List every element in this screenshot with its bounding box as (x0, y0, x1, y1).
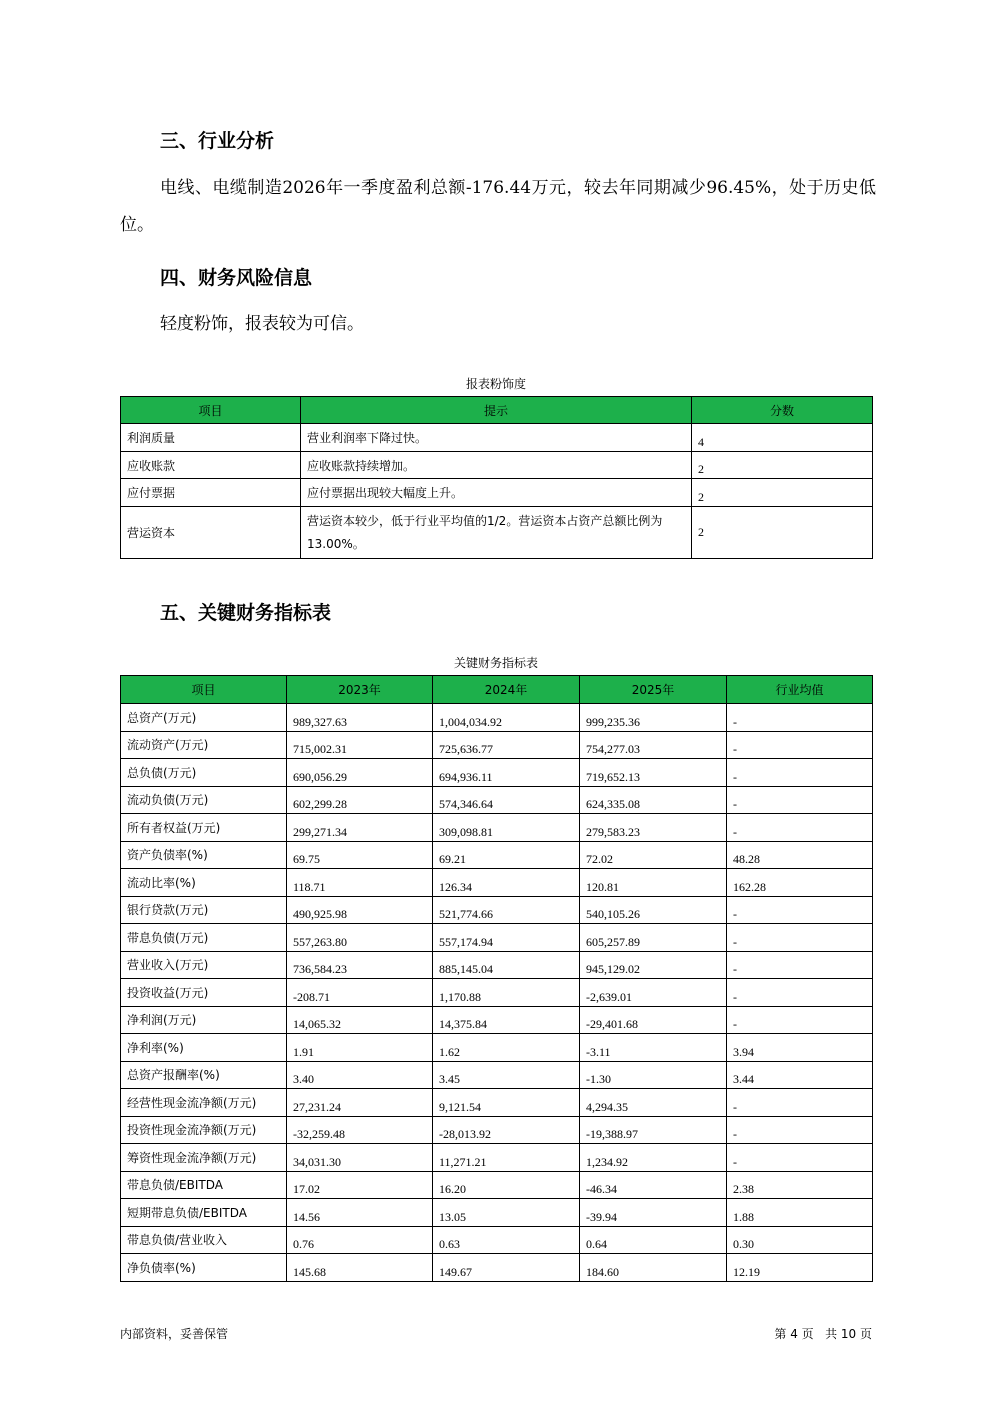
table-row (121, 1226, 873, 1254)
risk-table (120, 396, 873, 559)
indicator-2023: 299,271.34 (287, 814, 433, 842)
table-row (121, 786, 873, 814)
risk-hint: 营业利润率下降过快。 (301, 424, 692, 452)
indicator-2024: 3.45 (433, 1061, 580, 1089)
risk-item: 利润质量 (121, 424, 301, 452)
indicator-2025: 72.02 (580, 841, 727, 869)
indicator-2023: 690,056.29 (287, 759, 433, 787)
indicator-2023: 145.68 (287, 1254, 433, 1282)
table-row (121, 814, 873, 842)
indicator-2025: 4,294.35 (580, 1089, 727, 1117)
indicator-industry-avg: - (727, 979, 873, 1007)
indicator-item: 总资产(万元) (121, 704, 287, 732)
indicator-item: 营业收入(万元) (121, 951, 287, 979)
indicator-2025: 184.60 (580, 1254, 727, 1282)
indicator-2023: 14.56 (287, 1199, 433, 1227)
indicator-2024: 1,170.88 (433, 979, 580, 1007)
indicator-2025: -19,388.97 (580, 1116, 727, 1144)
indicator-2023: 557,263.80 (287, 924, 433, 952)
indicator-2025: -2,639.01 (580, 979, 727, 1007)
risk-hint: 应收账款持续增加。 (301, 452, 692, 479)
indicator-2024: 309,098.81 (433, 814, 580, 842)
indicator-2024: 694,936.11 (433, 759, 580, 787)
indicator-2025: -29,401.68 (580, 1006, 727, 1034)
section-5-heading: 五、关键财务指标表 (160, 602, 332, 624)
table-row (121, 841, 873, 869)
indicator-item: 带息负债(万元) (121, 924, 287, 952)
indicator-2025: 605,257.89 (580, 924, 727, 952)
table-row (121, 1254, 873, 1282)
indicator-2023: 27,231.24 (287, 1089, 433, 1117)
indicator-2023: 989,327.63 (287, 704, 433, 732)
indicator-2025: 0.64 (580, 1226, 727, 1254)
indicator-2025: 945,129.02 (580, 951, 727, 979)
indicator-2024: 126.34 (433, 869, 580, 897)
risk-item: 应付票据 (121, 479, 301, 507)
indicator-2024: 521,774.66 (433, 896, 580, 924)
indicator-item: 流动资产(万元) (121, 731, 287, 759)
indicator-2024: 1.62 (433, 1034, 580, 1062)
indicator-table-body (121, 704, 873, 1282)
indicator-2023: 34,031.30 (287, 1144, 433, 1172)
risk-hint: 营运资本较少，低于行业平均值的1/2。营运资本占资产总额比例为13.00%。 (301, 507, 692, 559)
footer-confidential-note: 内部资料，妥善保管 (120, 1327, 229, 1341)
indicator-item: 净利率(%) (121, 1034, 287, 1062)
risk-hint: 应付票据出现较大幅度上升。 (301, 479, 692, 507)
risk-header-score: 分数 (692, 397, 873, 424)
table-row (121, 507, 873, 559)
indicator-2023: 602,299.28 (287, 786, 433, 814)
indicator-2023: -32,259.48 (287, 1116, 433, 1144)
indicator-header-2025: 2025年 (580, 676, 727, 704)
section-3-paragraph: 电线、电缆制造2026年一季度盈利总额-176.44万元，较去年同期减少96.45%，处于历史低位。 (120, 178, 876, 235)
indicator-2024: 11,271.21 (433, 1144, 580, 1172)
indicator-item: 筹资性现金流净额(万元) (121, 1144, 287, 1172)
risk-score: 2 (692, 452, 873, 479)
table-row (121, 1006, 873, 1034)
indicator-industry-avg: - (727, 896, 873, 924)
indicator-2023: -208.71 (287, 979, 433, 1007)
indicator-header-2023: 2023年 (287, 676, 433, 704)
indicator-2023: 490,925.98 (287, 896, 433, 924)
indicator-industry-avg: 48.28 (727, 841, 873, 869)
table-row (121, 1199, 873, 1227)
indicator-industry-avg: 2.38 (727, 1171, 873, 1199)
indicator-item: 短期带息负债/EBITDA (121, 1199, 287, 1227)
indicator-industry-avg: - (727, 1006, 873, 1034)
indicator-industry-avg: - (727, 924, 873, 952)
indicator-2024: -28,013.92 (433, 1116, 580, 1144)
indicator-item: 带息负债/营业收入 (121, 1226, 287, 1254)
indicator-industry-avg: 0.30 (727, 1226, 873, 1254)
table-row (121, 1144, 873, 1172)
indicator-item: 资产负债率(%) (121, 841, 287, 869)
indicator-2025: 1,234.92 (580, 1144, 727, 1172)
risk-header-item: 项目 (121, 397, 301, 424)
indicator-2024: 0.63 (433, 1226, 580, 1254)
indicator-item: 总负债(万元) (121, 759, 287, 787)
indicator-2023: 736,584.23 (287, 951, 433, 979)
table-row (121, 1034, 873, 1062)
risk-table-caption: 报表粉饰度 (465, 377, 526, 391)
table-row (121, 1171, 873, 1199)
table-row (121, 759, 873, 787)
table-row (121, 979, 873, 1007)
indicator-item: 投资收益(万元) (121, 979, 287, 1007)
risk-header-hint: 提示 (301, 397, 692, 424)
indicator-industry-avg: 12.19 (727, 1254, 873, 1282)
indicator-2023: 0.76 (287, 1226, 433, 1254)
indicator-2025: -3.11 (580, 1034, 727, 1062)
table-row (121, 452, 873, 479)
indicator-2025: -46.34 (580, 1171, 727, 1199)
indicator-2023: 17.02 (287, 1171, 433, 1199)
indicator-2025: 624,335.08 (580, 786, 727, 814)
risk-score: 2 (692, 507, 873, 559)
indicator-item: 投资性现金流净额(万元) (121, 1116, 287, 1144)
indicator-2024: 1,004,034.92 (433, 704, 580, 732)
indicator-industry-avg: 3.44 (727, 1061, 873, 1089)
indicator-2025: 754,277.03 (580, 731, 727, 759)
indicator-industry-avg: - (727, 786, 873, 814)
indicator-2023: 1.91 (287, 1034, 433, 1062)
indicator-2025: 999,235.36 (580, 704, 727, 732)
risk-table-header-row (121, 397, 873, 424)
risk-score: 2 (692, 479, 873, 507)
indicator-2023: 69.75 (287, 841, 433, 869)
indicator-table-caption: 关键财务指标表 (453, 656, 538, 670)
indicator-2024: 557,174.94 (433, 924, 580, 952)
indicator-2023: 118.71 (287, 869, 433, 897)
indicator-2023: 3.40 (287, 1061, 433, 1089)
indicator-2023: 14,065.32 (287, 1006, 433, 1034)
indicator-2024: 9,121.54 (433, 1089, 580, 1117)
indicator-item: 流动负债(万元) (121, 786, 287, 814)
indicator-2025: -39.94 (580, 1199, 727, 1227)
indicator-item: 总资产报酬率(%) (121, 1061, 287, 1089)
indicator-item: 净负债率(%) (121, 1254, 287, 1282)
table-row (121, 1061, 873, 1089)
indicator-industry-avg: - (727, 951, 873, 979)
section-4-paragraph: 轻度粉饰，报表较为可信。 (160, 314, 364, 334)
indicator-industry-avg: 162.28 (727, 869, 873, 897)
indicator-industry-avg: - (727, 759, 873, 787)
table-row (121, 924, 873, 952)
indicator-table-header-row (121, 676, 873, 704)
indicator-header-industry-avg: 行业均值 (727, 676, 873, 704)
indicator-item: 流动比率(%) (121, 869, 287, 897)
footer-page-number: 第 4 页 共 10 页 (774, 1327, 872, 1341)
indicator-table (120, 675, 873, 1282)
indicator-industry-avg: - (727, 814, 873, 842)
table-row (121, 1116, 873, 1144)
indicator-2024: 14,375.84 (433, 1006, 580, 1034)
table-row (121, 704, 873, 732)
indicator-2024: 149.67 (433, 1254, 580, 1282)
indicator-industry-avg: - (727, 704, 873, 732)
indicator-2024: 574,346.64 (433, 786, 580, 814)
indicator-2025: 279,583.23 (580, 814, 727, 842)
indicator-industry-avg: - (727, 1144, 873, 1172)
indicator-header-2024: 2024年 (433, 676, 580, 704)
indicator-2025: -1.30 (580, 1061, 727, 1089)
table-row (121, 896, 873, 924)
indicator-2025: 120.81 (580, 869, 727, 897)
table-row (121, 1089, 873, 1117)
risk-score: 4 (692, 424, 873, 452)
indicator-industry-avg: - (727, 1089, 873, 1117)
indicator-2024: 725,636.77 (433, 731, 580, 759)
indicator-2024: 13.05 (433, 1199, 580, 1227)
table-row (121, 479, 873, 507)
indicator-2024: 69.21 (433, 841, 580, 869)
section-4-heading: 四、财务风险信息 (160, 267, 313, 289)
indicator-industry-avg: 3.94 (727, 1034, 873, 1062)
indicator-header-item: 项目 (121, 676, 287, 704)
indicator-2024: 16.20 (433, 1171, 580, 1199)
indicator-item: 银行贷款(万元) (121, 896, 287, 924)
table-row (121, 869, 873, 897)
indicator-item: 净利润(万元) (121, 1006, 287, 1034)
indicator-item: 带息负债/EBITDA (121, 1171, 287, 1199)
table-row (121, 424, 873, 452)
indicator-2025: 719,652.13 (580, 759, 727, 787)
indicator-industry-avg: - (727, 731, 873, 759)
indicator-item: 经营性现金流净额(万元) (121, 1089, 287, 1117)
indicator-industry-avg: 1.88 (727, 1199, 873, 1227)
indicator-industry-avg: - (727, 1116, 873, 1144)
section-3-heading: 三、行业分析 (160, 130, 275, 152)
indicator-2023: 715,002.31 (287, 731, 433, 759)
risk-item: 应收账款 (121, 452, 301, 479)
table-row (121, 731, 873, 759)
risk-item: 营运资本 (121, 507, 301, 559)
indicator-item: 所有者权益(万元) (121, 814, 287, 842)
indicator-2024: 885,145.04 (433, 951, 580, 979)
table-row (121, 951, 873, 979)
indicator-2025: 540,105.26 (580, 896, 727, 924)
